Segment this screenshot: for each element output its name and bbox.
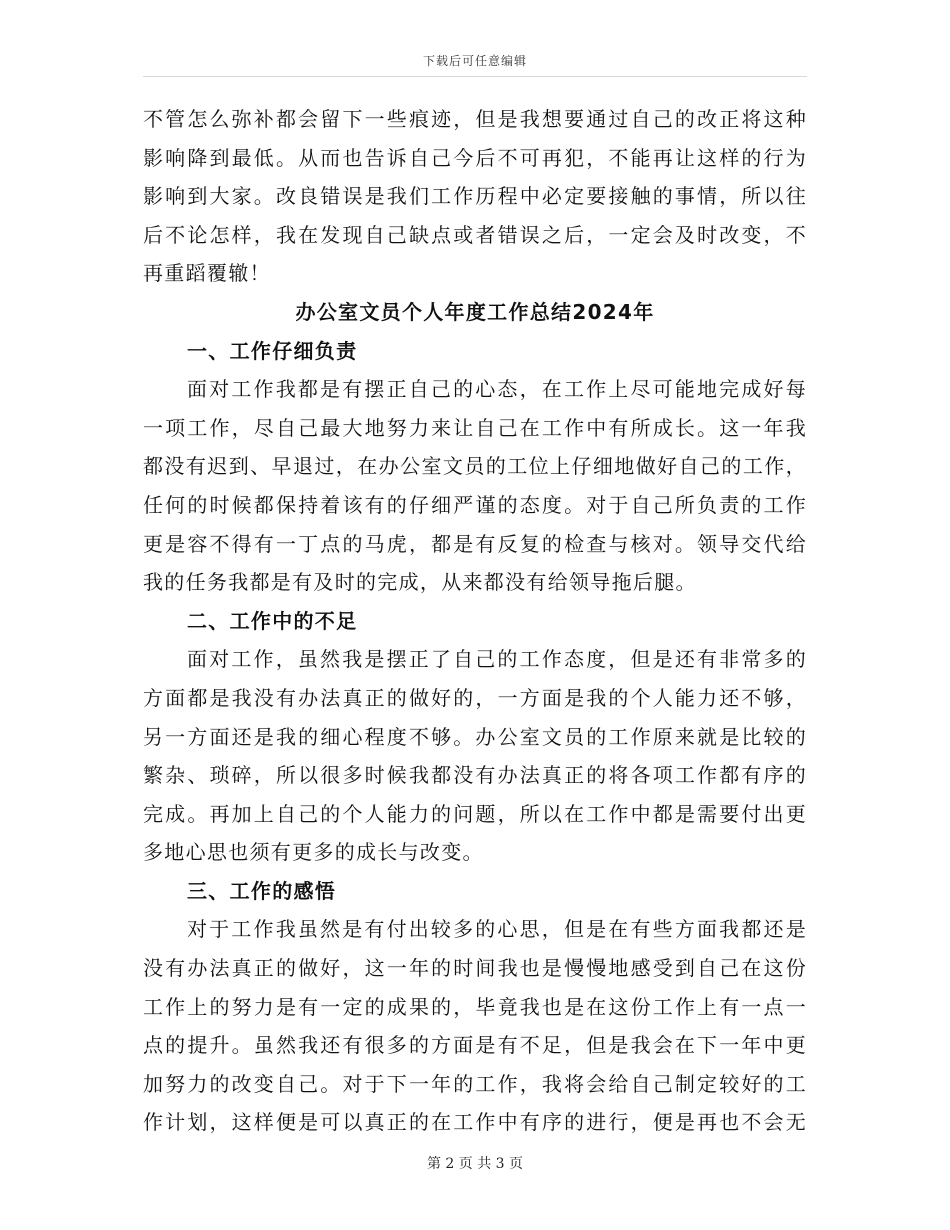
- paragraph-line: 都没有迟到、早退过，在办公室文员的工位上仔细地做好自己的工作，: [143, 454, 807, 479]
- paragraph-line: 我的任务我都是有及时的完成，从来都没有给领导拖后腿。: [143, 570, 697, 595]
- paragraph-line: 多地心思也须有更多的成长与改变。: [143, 840, 484, 865]
- paragraph-line: 影响到大家。改良错误是我们工作历程中必定要接触的事情，所以往: [143, 184, 807, 209]
- paragraph-line: 更是容不得有一丁点的马虎，都是有反复的检查与核对。领导交代给: [143, 531, 807, 556]
- paragraph-line: 加努力的改变自己。对于下一年的工作，我将会给自己制定较好的工: [143, 1071, 807, 1096]
- section-heading: 一、工作仔细负责: [187, 338, 358, 363]
- header-divider: [143, 76, 807, 77]
- paragraph-line: 作计划，这样便是可以真正的在工作中有序的进行，便是再也不会无: [143, 1110, 807, 1135]
- paragraph-line: 影响降到最低。从而也告诉自己今后不可再犯，不能再让这样的行为: [143, 145, 807, 170]
- section-heading: 三、工作的感悟: [187, 878, 337, 903]
- paragraph-line: 完成。再加上自己的个人能力的问题，所以在工作中都是需要付出更: [143, 801, 807, 826]
- paragraph-line: 工作上的努力是有一定的成果的，毕竟我也是在这份工作上有一点一: [143, 994, 807, 1019]
- document-title: 办公室文员个人年度工作总结2024年: [295, 299, 655, 324]
- paragraph-line: 另一方面还是我的细心程度不够。办公室文员的工作原来就是比较的: [143, 724, 807, 749]
- paragraph-line: 点的提升。虽然我还有很多的方面是有不足，但是我会在下一年中更: [143, 1033, 807, 1058]
- section-heading: 二、工作中的不足: [187, 608, 358, 633]
- paragraph-line: 没有办法真正的做好，这一年的时间我也是慢慢地感受到自己在这份: [143, 956, 807, 981]
- document-body: [143, 100, 807, 1142]
- paragraph-line: 一项工作，尽自己最大地努力来让自己在工作中有所成长。这一年我: [143, 415, 807, 440]
- paragraph-line: 后不论怎样，我在发现自己缺点或者错误之后，一定会及时改变，不: [143, 222, 807, 247]
- paragraph-line: 繁杂、琐碎，所以很多时候我都没有办法真正的将各项工作都有序的: [143, 763, 807, 788]
- paragraph-line: 任何的时候都保持着该有的仔细严谨的态度。对于自己所负责的工作: [143, 492, 807, 517]
- paragraph-line: 方面都是我没有办法真正的做好的，一方面是我的个人能力还不够，: [143, 685, 807, 710]
- paragraph-line: 面对工作我都是有摆正自己的心态，在工作上尽可能地完成好每: [187, 377, 807, 402]
- page-footer: 第 2 页 共 3 页: [426, 1156, 524, 1172]
- paragraph-line: 再重蹈覆辙！: [143, 261, 271, 286]
- paragraph-line: 不管怎么弥补都会留下一些痕迹，但是我想要通过自己的改正将这种: [143, 107, 807, 131]
- page-header: 下载后可任意编辑: [422, 54, 527, 68]
- paragraph-line: 面对工作，虽然我是摆正了自己的工作态度，但是还有非常多的: [187, 647, 807, 672]
- paragraph-line: 对于工作我虽然是有付出较多的心思，但是在有些方面我都还是: [187, 917, 807, 942]
